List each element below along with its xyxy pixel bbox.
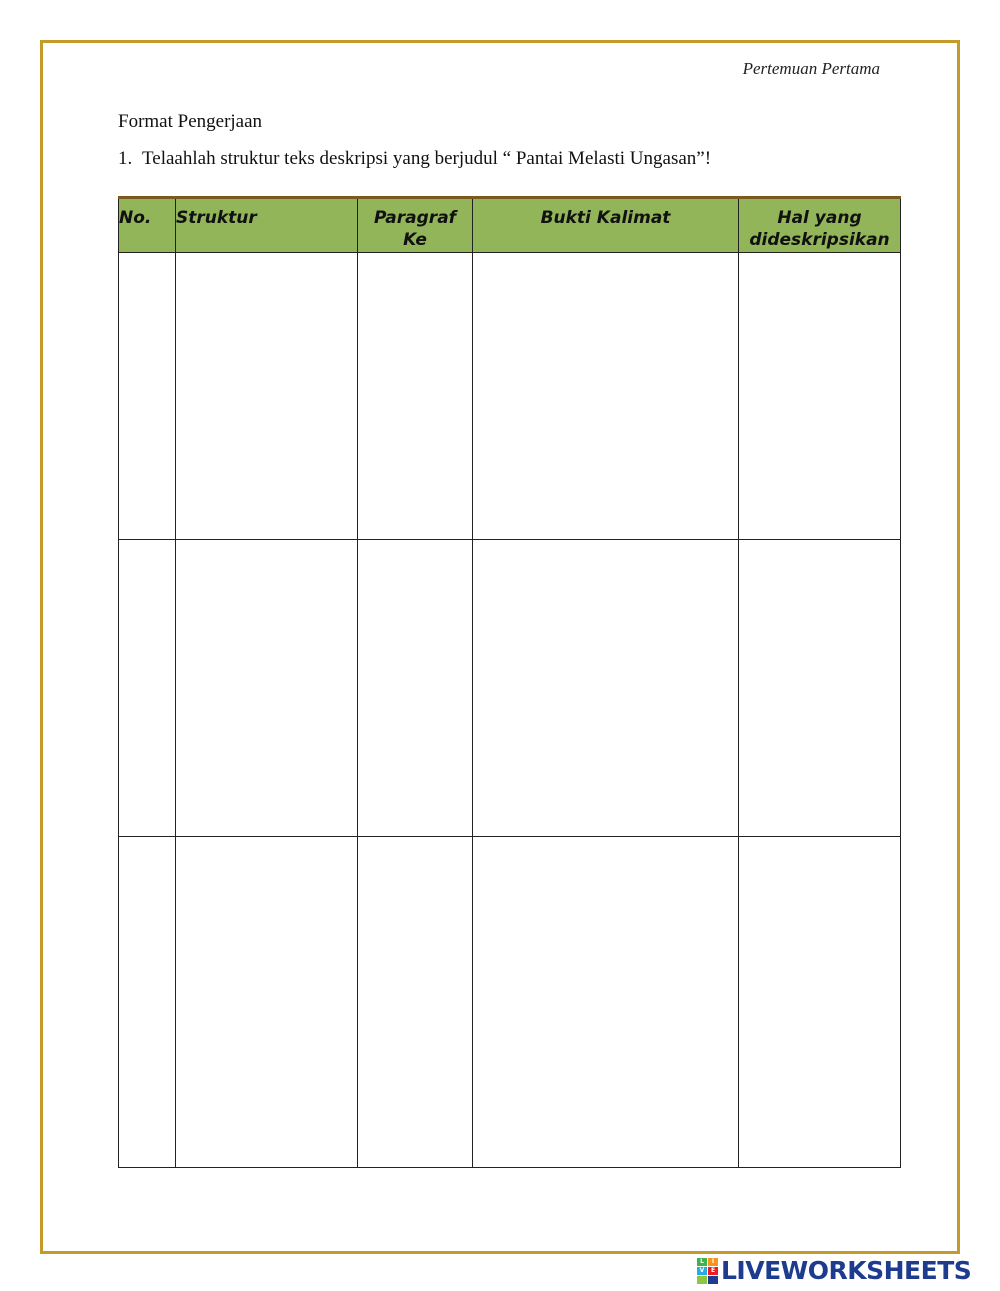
liveworksheets-logo: [697, 1258, 971, 1284]
header-no: No.: [119, 198, 176, 253]
header-paragraf-ke: Paragraf Ke: [358, 198, 473, 253]
cell-paragraf[interactable]: [358, 253, 473, 540]
cell-paragraf[interactable]: [358, 540, 473, 837]
cell-hal[interactable]: [739, 837, 901, 1168]
question-number: 1.: [118, 148, 133, 169]
header-note: Pertemuan Pertama: [742, 59, 880, 78]
cell-struktur[interactable]: [176, 253, 358, 540]
cell-hal[interactable]: [739, 253, 901, 540]
question: [118, 148, 711, 170]
cell-struktur[interactable]: [176, 540, 358, 837]
table-row: [119, 837, 901, 1168]
header-struktur: Struktur: [176, 198, 358, 253]
table-row: [119, 253, 901, 540]
header-hal-yang-dideskripsikan: Hal yang dideskripsikan: [739, 198, 901, 253]
question-text: Telaahlah struktur teks deskripsi yang berjudul “ Pantai Melasti Ungasan”!: [142, 148, 712, 169]
cell-no[interactable]: [119, 837, 176, 1168]
table-header-row: [119, 198, 901, 253]
cell-bukti[interactable]: [473, 540, 739, 837]
table-row: [119, 540, 901, 837]
cell-bukti[interactable]: [473, 837, 739, 1168]
cell-hal[interactable]: [739, 540, 901, 837]
worksheet-table: [118, 196, 901, 1168]
cell-paragraf[interactable]: [358, 837, 473, 1168]
cell-no[interactable]: [119, 253, 176, 540]
liveworksheets-logo-icon: L I V E: [697, 1258, 718, 1284]
cell-bukti[interactable]: [473, 253, 739, 540]
liveworksheets-logo-text: LIVEWORKSHEETS: [721, 1256, 972, 1285]
cell-struktur[interactable]: [176, 837, 358, 1168]
header-bukti-kalimat: Bukti Kalimat: [473, 198, 739, 253]
cell-no[interactable]: [119, 540, 176, 837]
format-label: Format Pengerjaan: [118, 111, 263, 132]
